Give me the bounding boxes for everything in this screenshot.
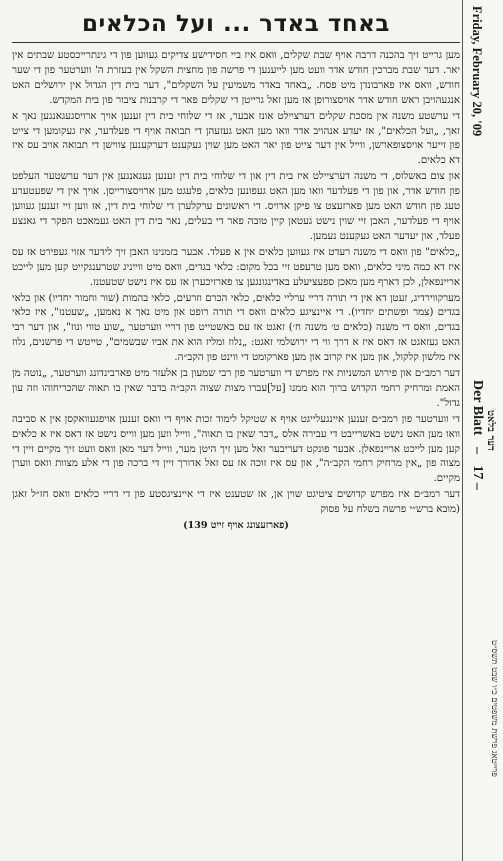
page-number-dash: – — [470, 482, 485, 490]
issue-date: Friday, February 20, '09 — [470, 6, 484, 137]
publication-name: Der Blatt — [470, 380, 485, 436]
continuation-note: (פארזעצונג אויף זייט 139) — [183, 520, 289, 532]
issue-hebrew-date: פרייטאג פרשת משפטים כ״ו שבט תשס״ט — [489, 640, 499, 777]
publication-hebrew-name: דער בלאט — [485, 410, 496, 451]
publication-label — [469, 380, 485, 490]
article-paragraph: און צום באשלוס, די משנה דערציילט איז בית דין און די שלוחי בית דין זענען געגאנגען אין דער ערשטער העלפט פון חודש אדר, און פון די פעלדער וואו מען האט געפונען כלאים, פלעגט מען ארויסצורייסן. אויך אין די שפעטערע טעג פון חודש האט מען פארזעצט צו פיקן ארויס. די ראשונים ערקלערן די שלוחי בית דין, אז ווען זיי זענען געווען אויף די פעלדער, האבן זיי שוין נישט געטאן קיין טובה פאר די בעלים, נאר בית דין האט געמאכט הפקר די גאנצע פעלד, און יעדער האט געקענט נעמען. — [12, 171, 460, 242]
article-paragraph: מען גרייט זיך בהכנה דרבה אויף שבת שקלים, וואס איז ביי חסידישע צדיקים געווען פון די גינתרייכסטע שבתים אין יאר. דער שבת מברכין חודש אדר וועט מען לייענען די פרשה פון מחצית השקל אין בעזרת ה' ווערטער פון די שער חודש, וואס איז פארבונדן מיט פסח. „באחד באדר משמיעין על השקלים", דער בית דין הגדול אין ירושלים האט אנגעהויבן ראש חודש אדר אויסצורופן אז מען זאל גרייטן די שקלים פאר די קרבנות ציבור פון בית המקדש. — [12, 50, 460, 106]
article-title: באחד באדר ... ועל הכלאים — [12, 10, 460, 43]
page-number: 17 — [470, 465, 485, 480]
article-paragraph: די ווערטער פון רמב״ם זענען איינגעלייגט אויף א שטיקל לימוד זכות אויף די וואס זענען אויפגעוואקסן אין א סביבה וואו מען האט נישט באשרייבט די עבירה אלס „דבר שאין בו תאוה", ווייל ווען מען ווייס נישט אז דאס איז א כלאים קען מען לייכט אריינפאלן. אבער פונקט דעריבער זאל מען זיך היטן מער, ווייל דער מאן וואס וועט זיך מקיים זיין די מצוה פון „אין מרחיק רחמי הקב״ה", און עס איז זוכה אז עס זאל אדורך זיין די ברכה פון די אלע מצוות וואס ווערן מקיים. — [12, 413, 460, 485]
article-paragraph: די ערשטע משנה אין מסכת שקלים דערציילט אונז אבער, אז די שלוחי בית דין זענען אויך ארויסגעגאנגען נאך א זאך, „ועל הכלאים", אז יעדע אנהויב אדר וואו מען האט געזעהן די תבואה אויף די פעלדער, איז געקומען די צייט פון זייער אויסצופארשן, ווייל אין דער צייט פון יאר האט מען שוין געקענט דערקענען צווישן די תבואה אויב עס איז דא כלאים. — [12, 110, 460, 167]
article-paragraph: „כלאים" פון וואס די משנה רעדט איז געווען כלאים אין א פעלד. אבער בזמנינו האבן זיך לידער אזוי געפירט אז עס איז דא כמה מיני כלאים, וואס מען טרעפט זיי בכל מקום: כלאי בגדים, וואס מיט ווייניג שטרענגקייט קען מען לייכט אריינפאלן, לכן דארף מען מאכן ספעציעלע באדינגונגען צו פארזיכערן אז עס איז נישט שטעטנז. — [12, 246, 460, 288]
page-side-strip — [462, 0, 503, 861]
article-body — [12, 49, 460, 518]
article-paragraph: מערקווירדיג, זעטן דא אין די תורה דריי ערליי כלאים, כלאי הכרם וזרעים, כלאי בהמות (שור וחמור יחדיו) און כלאי בגדים (צמר ופשתים יחדיו). די איינציגע כלאים וואס די תורה רופט און מיט נאך א נאמען, „שעטנז", איז כלאי בגדים, וואס די משנה (כלאים ט׳ משנה ח׳) זאגט אז עס באשטייט פון דריי ווערטער „שוע טווי ונוז", און דער רבי האט געזאגט אז דאס איז א דרך ווי די ירושלמי זאגט: „נלוז ומליז הוא את אביו שבשמים", טייטש די פרשנים, נלוז איז מלשון קלקול, און מען איז קרוב און מען פארקומט די ווינט פון הקב״ה. — [12, 292, 460, 364]
article-paragraph: דער רמב״ם איז מפרש קדושים ציטיגט שוין אן, אז שטענט איז די איינציגסטע פון די דריי כלאים וואס חז״ל זאגן (מובא ברש״י פרשה בשלח על פסוק — [12, 489, 460, 516]
article-column — [12, 6, 460, 851]
article-paragraph: דער רמב״ם און פירוש המשניות איז מפרש די ווערטער פון רבי שמעון בן אלעזר מיט פארבינדונג ווערטער, „נוטה מן האמת ומרחיק רחמי הקדוש ברוך הוא ממנו [על]עברו מצות שצוה הקב״ה בדבר שאין בו תאוה שהכריחוהו וזה עון גדול". — [12, 368, 460, 409]
page-number-dash: – — [470, 446, 485, 458]
